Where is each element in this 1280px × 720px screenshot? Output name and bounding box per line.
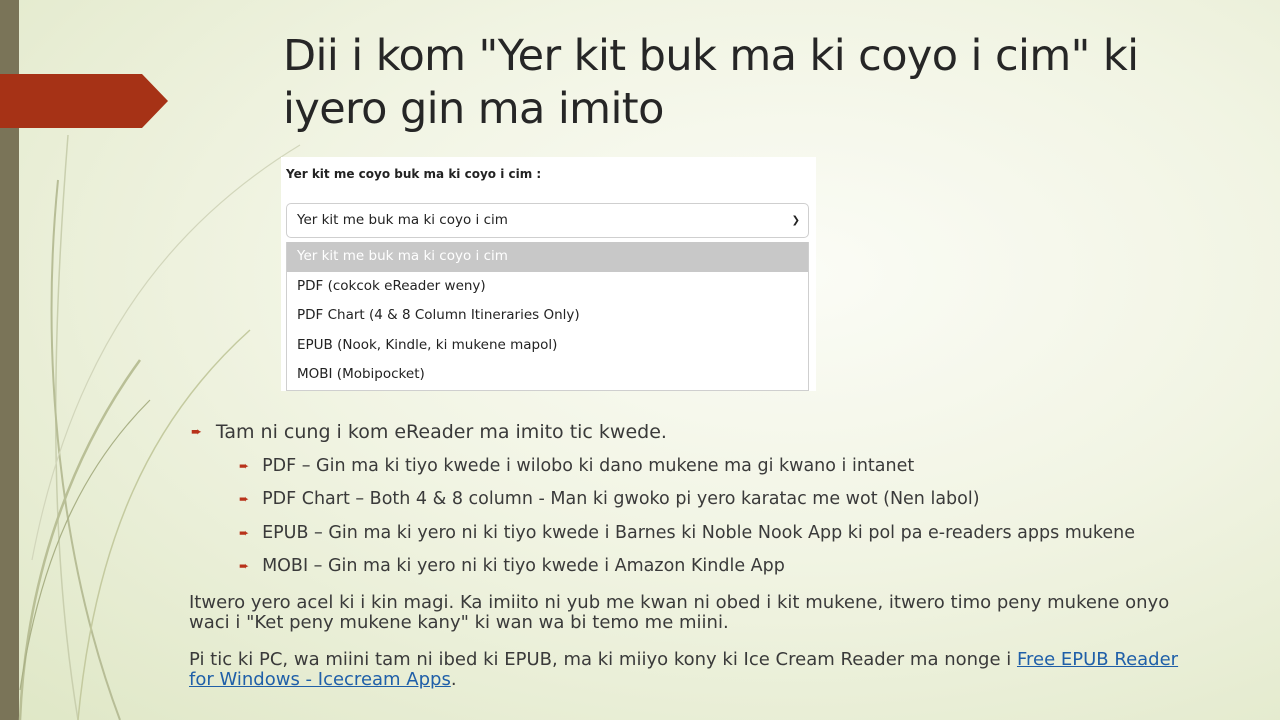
bullet-text: MOBI – Gin ma ki yero ni ki tiyo kwede i Amazon Kindle App bbox=[262, 556, 785, 576]
paragraph-options: Itwero yero acel ki i kin magi. Ka imiito ni yub me kwan ni obed i kit mukene, itwero timo peny mukene onyo waci i "Ket peny mukene kany" ki wan wa bi temo me miini. bbox=[189, 592, 1170, 633]
paragraph-end: . bbox=[450, 669, 457, 690]
bullet-sub bbox=[239, 523, 1135, 543]
arrow-bullet-icon: ➨ bbox=[239, 559, 250, 573]
icecream-reader-link[interactable]: Free EPUB Reader for Windows - Icecream Apps bbox=[189, 649, 1179, 690]
format-select-value: Yer kit me buk ma ki coyo i cim bbox=[297, 212, 508, 228]
slide-title: Dii i kom "Yer kit buk ma ki coyo i cim" ki iyero gin ma imito bbox=[283, 31, 1139, 134]
bullet-text: Tam ni cung i kom eReader ma imito tic kwede. bbox=[215, 421, 667, 443]
arrow-bullet-icon: ➨ bbox=[239, 526, 250, 540]
bullet-text: EPUB – Gin ma ki yero ni ki tiyo kwede i Barnes ki Noble Nook App ki pol pa e-readers apps mukene bbox=[262, 523, 1136, 543]
arrow-bullet-icon: ➨ bbox=[239, 459, 250, 473]
format-option[interactable]: EPUB (Nook, Kindle, ki mukene mapol) bbox=[297, 336, 558, 353]
arrow-bullet-icon: ➨ bbox=[191, 424, 202, 440]
format-options-list bbox=[286, 242, 809, 391]
embedded-screenshot bbox=[281, 157, 816, 391]
bullet-text: PDF Chart – Both 4 & 8 column - Man ki gwoko pi yero karatac me wot (Nen labol) bbox=[262, 489, 980, 509]
bullet-sub bbox=[239, 456, 914, 476]
bullet-main bbox=[191, 421, 667, 443]
format-option[interactable]: MOBI (Mobipocket) bbox=[297, 366, 425, 382]
format-label: Yer kit me coyo buk ma ki coyo i cim : bbox=[286, 167, 542, 181]
arrow-bullet-icon: ➨ bbox=[239, 492, 250, 506]
bullet-text: PDF – Gin ma ki tiyo kwede i wilobo ki dano mukene ma gi kwano i intanet bbox=[262, 456, 915, 476]
format-option[interactable]: PDF Chart (4 & 8 Column Itineraries Only) bbox=[297, 307, 580, 323]
paragraph-text: Pi tic ki PC, wa miini tam ni ibed ki EPUB, ma ki miiyo kony ki Ice Cream Reader ma nonge i bbox=[189, 649, 1017, 670]
chevron-down-icon: ❯ bbox=[791, 215, 800, 226]
format-option[interactable]: PDF (cokcok eReader weny) bbox=[297, 277, 486, 294]
format-select[interactable] bbox=[286, 203, 809, 238]
arrow-tab-shape bbox=[0, 74, 168, 128]
format-option[interactable]: Yer kit me buk ma ki coyo i cim bbox=[287, 242, 808, 272]
bullet-sub bbox=[239, 556, 785, 576]
bullet-sub bbox=[239, 489, 980, 509]
paragraph-pc-tip bbox=[189, 650, 1189, 690]
